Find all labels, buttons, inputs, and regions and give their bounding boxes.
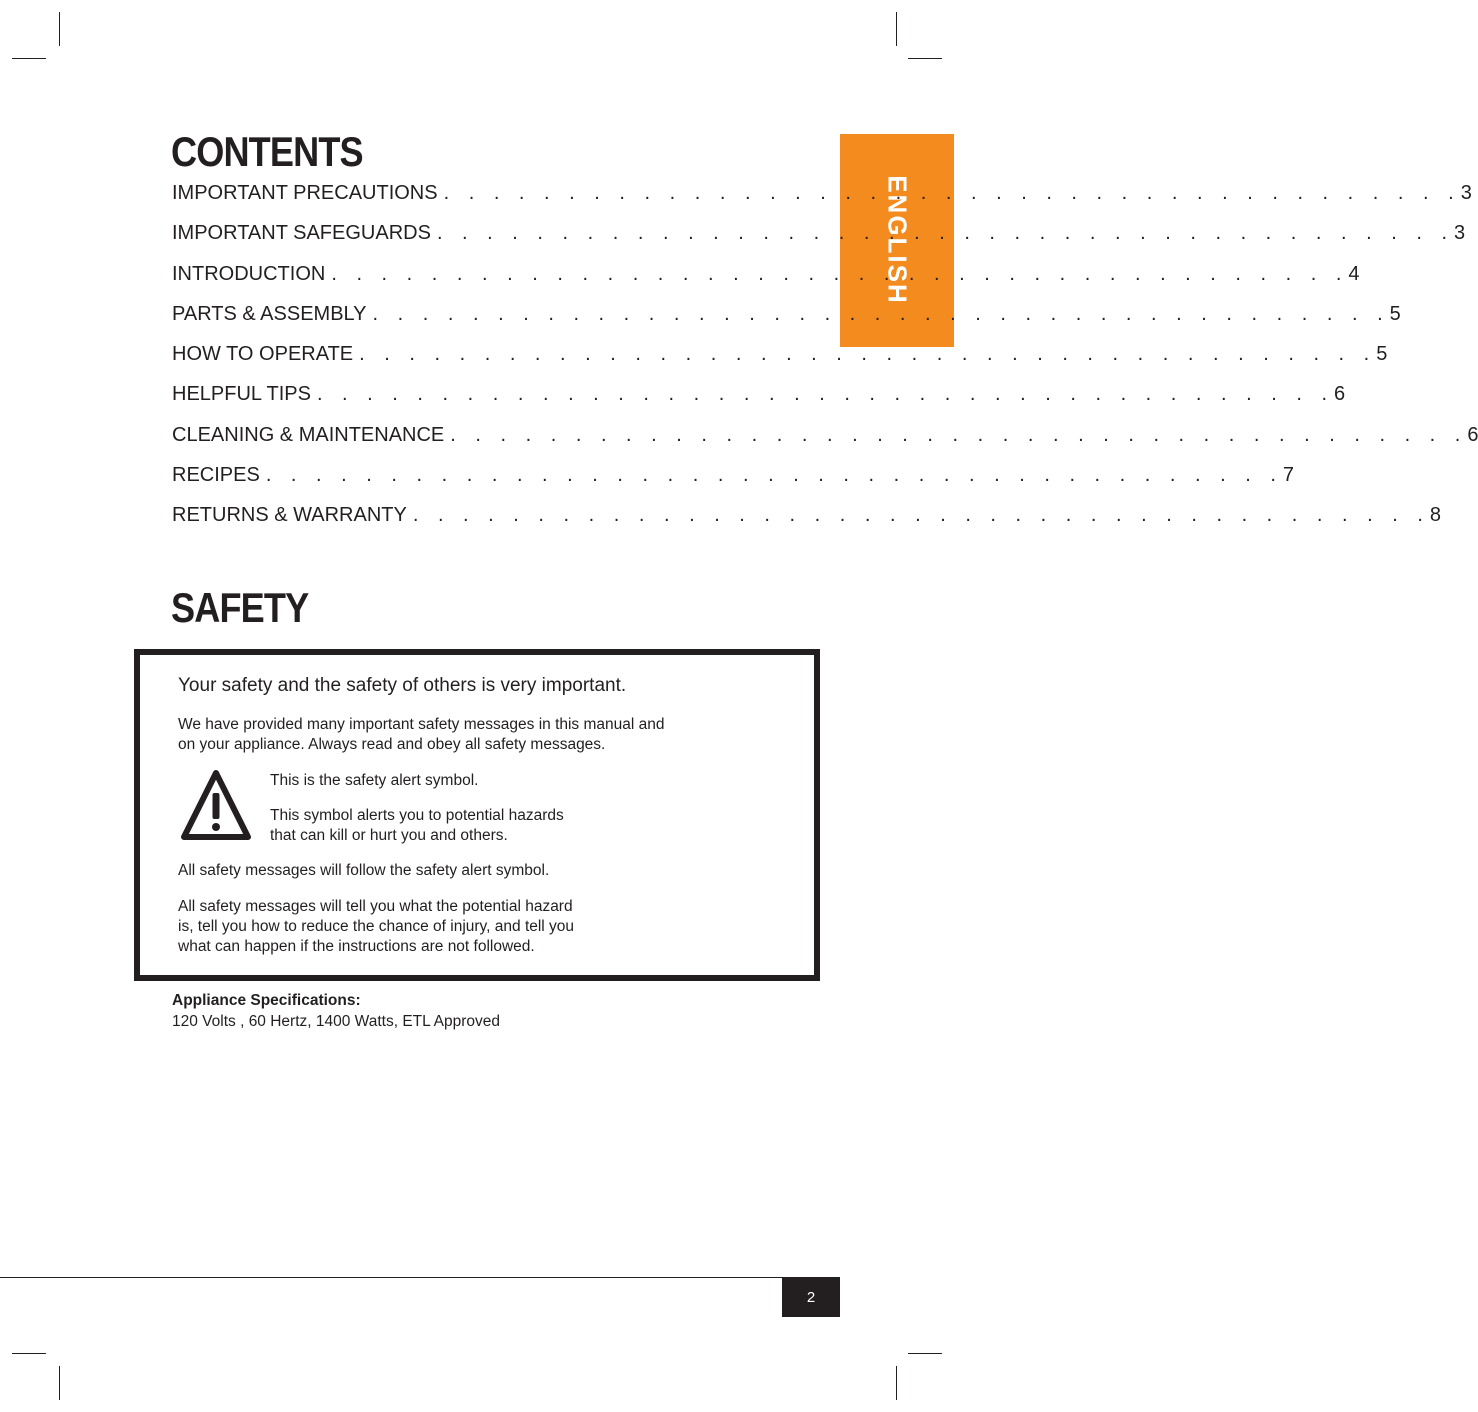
- safety-intro: [178, 715, 665, 755]
- safety-intro-line: We have provided many important safety messages in this manual and: [178, 716, 665, 733]
- toc-leader-dots: . . . . . . . . . . . . . . . . . . . . . . . . . . . . . . . . . . . . . . . . .: [372, 302, 1390, 325]
- toc-entry[interactable]: [172, 262, 1360, 303]
- toc-entry[interactable]: [172, 464, 1295, 504]
- toc-leader-dots: . . . . . . . . . . . . . . . . . . . . . . . . . . . . . . . . . . . . . . . . .: [331, 262, 1349, 285]
- crop-mark: [59, 1366, 60, 1400]
- page-number: 2: [782, 1278, 840, 1317]
- toc-entry[interactable]: [172, 302, 1401, 343]
- crop-mark: [896, 1366, 897, 1400]
- warning-triangle-icon: [180, 767, 252, 841]
- appliance-specifications: [172, 990, 500, 1032]
- specs-value: 120 Volts , 60 Hertz, 1400 Watts, ETL Approved: [172, 1013, 500, 1030]
- language-tab-label: ENGLISH: [882, 175, 913, 305]
- safety-symbol-description-line: This symbol alerts you to potential hazards: [270, 807, 564, 824]
- toc-entry-label: IMPORTANT SAFEGUARDS: [172, 222, 431, 245]
- toc-leader-dots: . . . . . . . . . . . . . . . . . . . . . . . . . . . . . . . . . . . . . . . . .: [412, 504, 1430, 527]
- toc-entry[interactable]: [172, 383, 1346, 423]
- toc-entry-page: 8: [1429, 504, 1442, 527]
- safety-tell-line: is, tell you how to reduce the chance of injury, and tell you: [178, 918, 575, 935]
- crop-mark: [896, 12, 897, 46]
- safety-follow-line: All safety messages will follow the safety alert symbol.: [178, 862, 550, 879]
- safety-symbol-description: [270, 806, 564, 846]
- safety-notice-box: [134, 649, 820, 981]
- safety-tell-paragraph: [178, 897, 574, 957]
- toc-entry-page: 3: [1454, 222, 1466, 245]
- toc-entry-page: 5: [1376, 343, 1388, 366]
- toc-leader-dots: . . . . . . . . . . . . . . . . . . . . . . . . . . . . . . . . . . . . . . . . .: [436, 222, 1455, 245]
- toc-entry[interactable]: [172, 423, 1478, 464]
- toc-entry-label: INTRODUCTION: [172, 262, 326, 285]
- toc-entry-label: IMPORTANT PRECAUTIONS: [172, 182, 438, 204]
- toc-entry-label: HELPFUL TIPS: [172, 383, 311, 406]
- toc-entry-page: 4: [1348, 262, 1360, 285]
- crop-mark: [12, 58, 46, 59]
- toc-entry[interactable]: [172, 182, 1472, 222]
- toc-leader-dots: . . . . . . . . . . . . . . . . . . . . . . . . . . . . . . . . . . . . . . . . .: [316, 383, 1335, 406]
- crop-mark: [908, 1353, 942, 1354]
- toc-leader-dots: . . . . . . . . . . . . . . . . . . . . . . . . . . . . . . . . . . . . . . . . .: [450, 423, 1468, 446]
- safety-tell-line: what can happen if the instructions are not followed.: [178, 938, 535, 955]
- footer-rule: [0, 1277, 840, 1278]
- safety-symbol-line: This is the safety alert symbol.: [270, 772, 479, 789]
- specs-label: Appliance Specifications:: [172, 992, 361, 1009]
- toc-entry-label: HOW TO OPERATE: [172, 343, 354, 366]
- toc-entry-page: 5: [1389, 302, 1401, 325]
- toc-entry-page: 7: [1282, 464, 1295, 487]
- safety-lead: Your safety and the safety of others is very important.: [178, 675, 627, 696]
- toc-entry[interactable]: [172, 504, 1442, 544]
- toc-leader-dots: . . . . . . . . . . . . . . . . . . . . . . . . . . . . . . . . . . . . . . . . .: [359, 343, 1377, 366]
- toc-entry-page: 6: [1467, 423, 1478, 446]
- toc-entry-page: 6: [1334, 383, 1346, 406]
- safety-tell-line: All safety messages will tell you what the potential hazard: [178, 898, 573, 915]
- toc-entry[interactable]: [172, 222, 1466, 262]
- safety-heading: SAFETY: [171, 584, 309, 631]
- toc-leader-dots: . . . . . . . . . . . . . . . . . . . . . . . . . . . . . . . . . . . . . . . . .: [265, 464, 1283, 487]
- safety-intro-line: on your appliance. Always read and obey all safety messages.: [178, 736, 606, 753]
- toc-entry-label: CLEANING & MAINTENANCE: [172, 423, 445, 446]
- toc-entry-page: 3: [1460, 182, 1472, 204]
- toc-entry[interactable]: [172, 343, 1388, 383]
- toc-entry-label: PARTS & ASSEMBLY: [172, 302, 367, 325]
- toc-entry-label: RETURNS & WARRANTY: [172, 504, 407, 527]
- contents-heading: CONTENTS: [171, 128, 363, 175]
- safety-symbol-description-line: that can kill or hurt you and others.: [270, 827, 508, 844]
- crop-mark: [59, 12, 60, 46]
- crop-mark: [12, 1353, 46, 1354]
- crop-mark: [908, 58, 942, 59]
- toc-entry-label: RECIPES: [172, 464, 260, 487]
- toc-leader-dots: . . . . . . . . . . . . . . . . . . . . . . . . . . . . . . . . . . . . . . . . .: [443, 182, 1461, 204]
